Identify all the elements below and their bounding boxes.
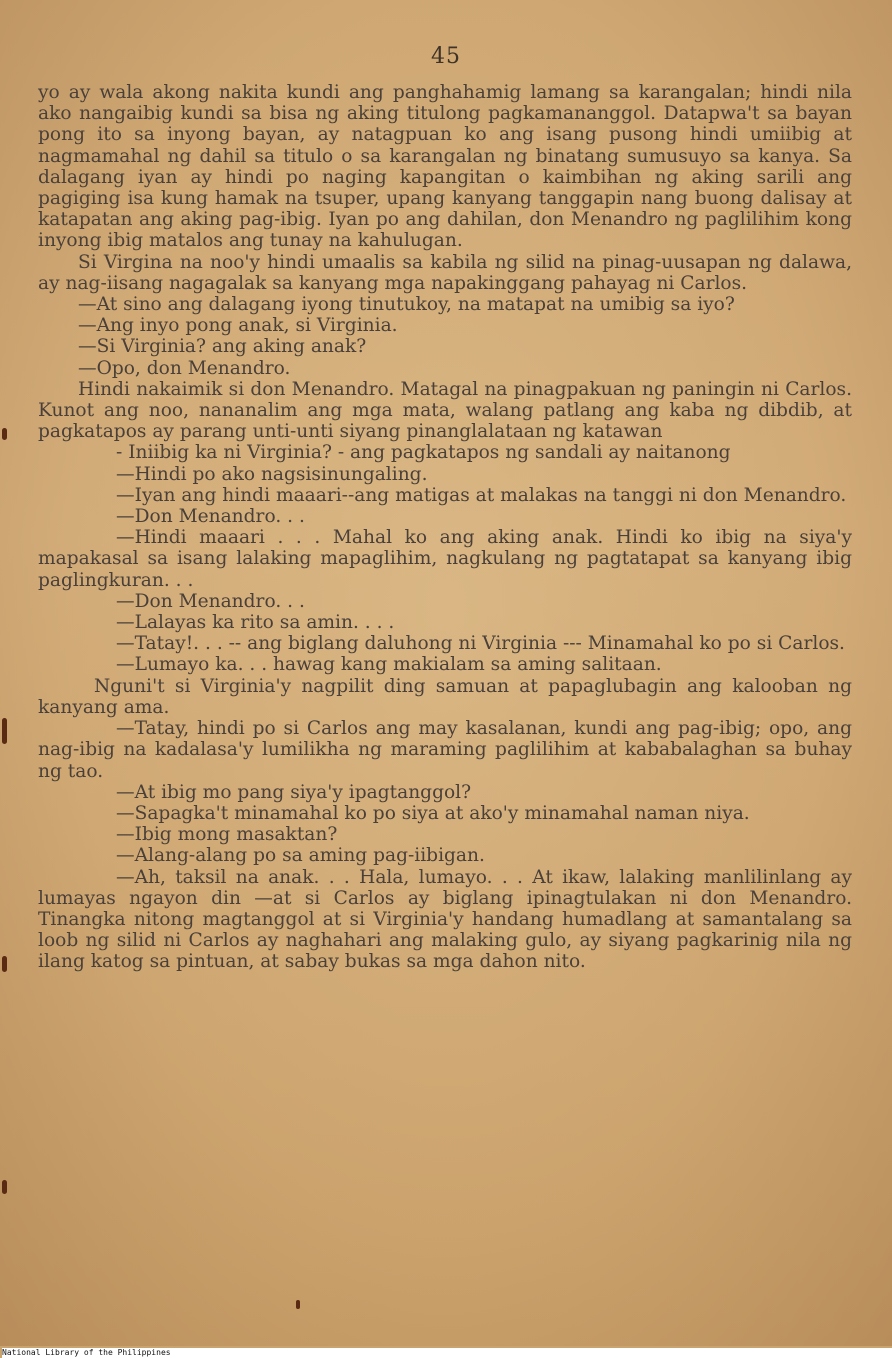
- paragraph: —Sapagka't minamahal ko po siya at ako'y minamahal naman niya.: [116, 802, 750, 824]
- paragraph: - Iniibig ka ni Virginia? - ang pagkatapos ng sandali ay naitanong: [116, 442, 731, 464]
- paragraph: —Iyan ang hindi maaari--ang matigas at malakas na tanggi ni don Menandro.: [116, 484, 847, 506]
- page-body-text: [38, 82, 852, 973]
- paragraph: —Alang-alang po sa aming pag-iibigan.: [116, 845, 485, 867]
- paragraph: Nguni't si Virginia'y nagpilit ding samuan at papaglubagin ang kalooban ng kanyang ama.: [38, 675, 852, 718]
- paragraph: yo ay wala akong nakita kundi ang panghahamig lamang sa karangalan; hindi nila ako nangaibig kundi sa bisa ng aking titulong pagkamananggol. Datapwa't sa bayan pong ito sa inyong bayan, ay natagpuan ko ang isang pusong hindi umiibig at nagmamahal ng dahil sa titulo o sa karangalan ng binatang sumusuyo sa kanya. Sa dalagang iyan ay hindi po naging kapangitan o kaimbihan ng aking sarili ang pagiging isa kung hamak na tsuper, upang kanyang tanggapin nang buong dalisay at katapatan ang aking pag-ibig. Iyan po ang dahilan, don Menandro ng paglilihim kong inyong ibig matalos ang tunay na kahulugan.: [38, 82, 852, 252]
- paragraph: —At ibig mo pang siya'y ipagtanggol?: [116, 781, 472, 803]
- paragraph: —Ah, taksil na anak. . . Hala, lumayo. . . At ikaw, lalaking manlilinlang ay lumayas ngayon din —at si Carlos ay biglang ipinagtulakan ni don Menandro. Tinangka nitong magtanggol at si Virginia'y handang humadlang at samantalang sa loob ng silid ni Carlos ay naghahari ang malaking gulo, ay siyang pagkarinig nila ng ilang katog sa pintuan, at sabay bukas sa mga dahon nito.: [38, 866, 852, 973]
- paragraph: —Don Menandro. . .: [116, 506, 305, 528]
- binding-mark: [2, 1180, 7, 1194]
- binding-mark: [2, 428, 7, 440]
- binding-mark: [2, 956, 7, 972]
- paragraph: —Tatay!. . . -- ang biglang daluhong ni Virginia --- Minamahal ko po si Carlos.: [116, 633, 845, 655]
- footer-credit: National Library of the Philippines: [2, 1348, 892, 1358]
- paragraph: —Lalayas ka rito sa amin. . . .: [116, 612, 395, 634]
- paragraph: —At sino ang dalagang iyong tinutukoy, na matapat na umibig sa iyo?: [78, 294, 735, 316]
- paragraph: Si Virgina na noo'y hindi umaalis sa kabila ng silid na pinag-uusapan ng dalawa, ay nag-iisang nagagalak sa kanyang mga napakinggang pahayag ni Carlos.: [38, 251, 852, 294]
- paragraph: —Hindi po ako nagsisinungaling.: [116, 463, 428, 485]
- binding-mark: [2, 718, 7, 744]
- ink-spot: [296, 1300, 300, 1309]
- paragraph: Hindi nakaimik si don Menandro. Matagal na pinagpakuan ng paningin ni Carlos. Kunot ang noo, nananalim ang mga mata, walang patlang ang kaba ng dibdib, at pagkatapos ay parang unti-unti siyang pinanglalataan ng katawan: [38, 378, 852, 443]
- paragraph: —Hindi maaari . . . Mahal ko ang aking anak. Hindi ko ibig na siya'y mapakasal sa isang lalaking mapaglihim, nagkulang ng pagtatapat sa kanyang ibig paglingkuran. . .: [38, 527, 852, 591]
- paragraph: —Ibig mong masaktan?: [116, 824, 338, 846]
- paragraph: —Tatay, hindi po si Carlos ang may kasalanan, kundi ang pag-ibig; opo, ang nag-ibig na kadalasa'y lumilikha ng maraming paglilihim at kababalaghan sa buhay ng tao.: [38, 718, 852, 782]
- page-number: 45: [431, 44, 461, 69]
- paragraph: —Opo, don Menandro.: [78, 357, 291, 379]
- paragraph: —Lumayo ka. . . hawag kang makialam sa aming salitaan.: [116, 654, 662, 676]
- paragraph: —Don Menandro. . .: [116, 590, 305, 612]
- paragraph: —Si Virginia? ang aking anak?: [78, 336, 367, 358]
- paragraph: —Ang inyo pong anak, si Virginia.: [78, 315, 398, 337]
